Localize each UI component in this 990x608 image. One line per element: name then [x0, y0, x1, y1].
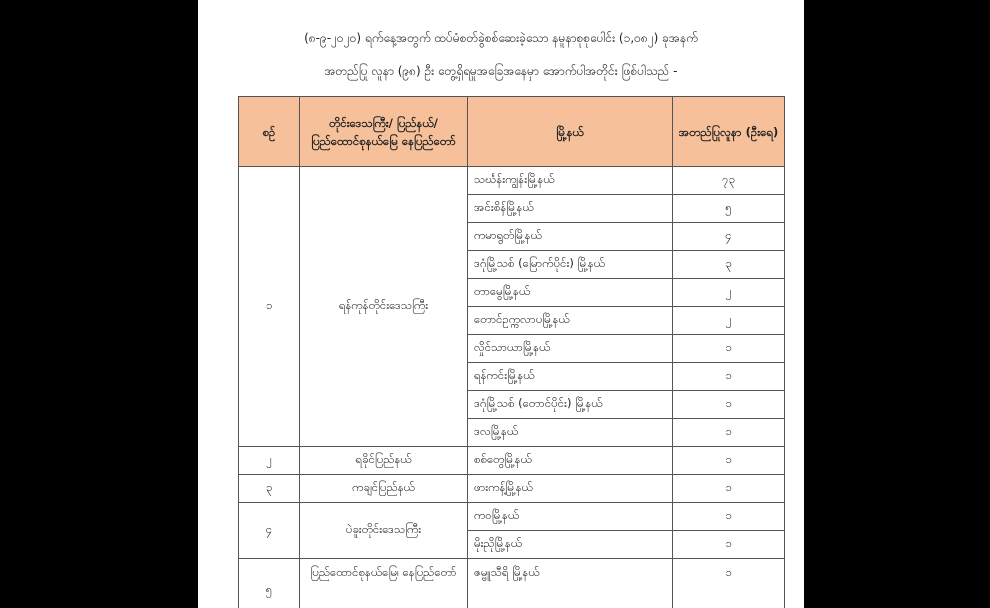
row-township: လှိုင်သာယာမြို့နယ်	[468, 335, 673, 363]
row-township: ဒဂုံမြို့သစ် (မြောက်ပိုင်း) မြို့နယ်	[468, 251, 673, 279]
row-township: အင်းစိန်မြို့နယ်	[468, 195, 673, 223]
row-no: ၁	[239, 167, 300, 447]
row-no: ၃	[239, 475, 300, 503]
row-count: ၁	[673, 559, 785, 608]
row-township: ရန်ကင်းမြို့နယ်	[468, 363, 673, 391]
table-row	[239, 167, 785, 195]
cases-table	[238, 96, 785, 608]
row-count: ၁	[673, 335, 785, 363]
intro-line-2: အတည်ပြု လူနာ (၉၈) ဦး တွေ့ရှိရမှုအခြေအနေမှာ အောက်ပါအတိုင်း ဖြစ်ပါသည် -	[324, 64, 678, 78]
table-header-row	[239, 97, 785, 167]
table-row	[239, 503, 785, 531]
table-row	[239, 447, 785, 475]
header-township: မြို့နယ်	[468, 97, 673, 167]
row-township: ဒလမြို့နယ်	[468, 419, 673, 447]
row-township: ဇမ္ဗူသီရိ မြို့နယ်	[468, 559, 673, 608]
row-township: ဒဂုံမြို့သစ် (တောင်ပိုင်း) မြို့နယ်	[468, 391, 673, 419]
row-no: ၂	[239, 447, 300, 475]
row-count: ၅	[673, 195, 785, 223]
header-count: အတည်ပြုလူနာ (ဦးရေ)	[673, 97, 785, 167]
row-count: ၁	[673, 503, 785, 531]
row-count: ၇၃	[673, 167, 785, 195]
row-township: မိုးညိုမြို့နယ်	[468, 531, 673, 559]
header-no: စဉ်	[239, 97, 300, 167]
row-township: တာမွေမြို့နယ်	[468, 279, 673, 307]
row-township: ဖားကန့်မြို့နယ်	[468, 475, 673, 503]
document-page	[198, 0, 804, 608]
row-count: ၁	[673, 363, 785, 391]
table-row	[239, 559, 785, 608]
row-count: ၁	[673, 419, 785, 447]
row-count: ၂	[673, 307, 785, 335]
row-count: ၁	[673, 447, 785, 475]
header-region: တိုင်းဒေသကြီး/ ပြည်နယ်/ ပြည်ထောင်စုနယ်မြေ နေပြည်တော်	[300, 97, 468, 167]
row-region: ကချင်ပြည်နယ်	[300, 475, 468, 503]
row-no: ၄	[239, 503, 300, 559]
row-township: စစ်တွေမြို့နယ်	[468, 447, 673, 475]
row-township: သင်္ဃန်းကျွန်းမြို့နယ်	[468, 167, 673, 195]
row-township: တောင်ဥက္ကလာပမြို့နယ်	[468, 307, 673, 335]
row-region: ရခိုင်ပြည်နယ်	[300, 447, 468, 475]
row-count: ၁	[673, 475, 785, 503]
row-region: ပဲခူးတိုင်းဒေသကြီး	[300, 503, 468, 559]
table-row	[239, 475, 785, 503]
row-township: ကဝမြို့နယ်	[468, 503, 673, 531]
row-region: ရန်ကုန်တိုင်းဒေသကြီး	[300, 167, 468, 447]
row-count: ၁	[673, 531, 785, 559]
row-region: ပြည်ထောင်စုနယ်မြေ၊ နေပြည်တော်	[300, 559, 468, 608]
row-count: ၄	[673, 223, 785, 251]
row-count: ၁	[673, 391, 785, 419]
row-count: ၃	[673, 251, 785, 279]
row-count: ၂	[673, 279, 785, 307]
row-township: ကမာရွတ်မြို့နယ်	[468, 223, 673, 251]
row-no: ၅	[239, 559, 300, 608]
intro-line-1: (၈-၉-၂၀၂၀) ရက်နေ့အတွက် ထပ်မံစတ်ခွဲစစ်ဆေးခဲ့သော နမူနာစုစုပေါင်း (၁,၀၈၂) ခုအနက်	[304, 31, 698, 45]
